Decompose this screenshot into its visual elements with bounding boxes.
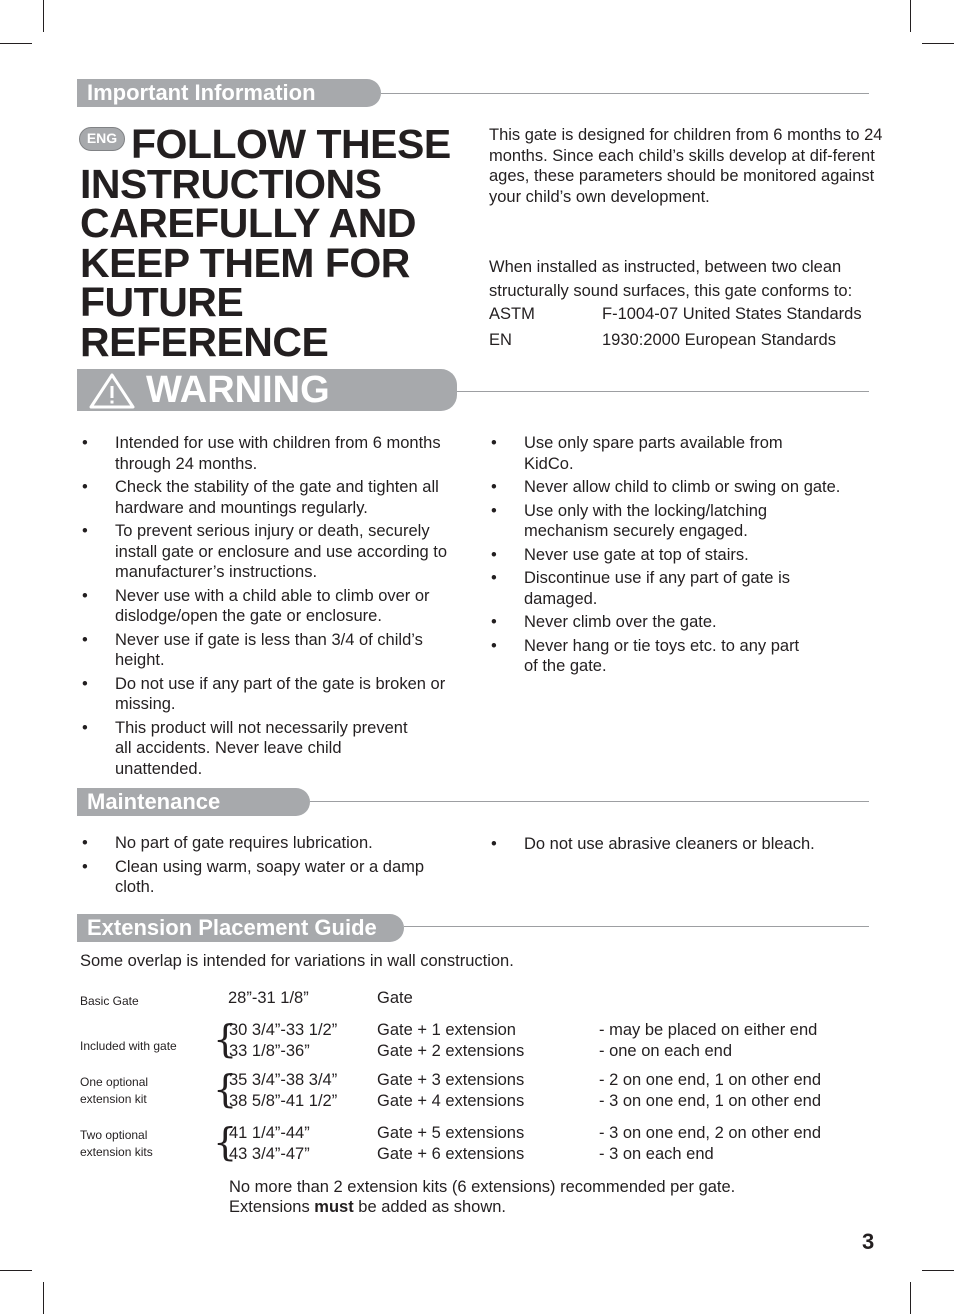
list-item: • Do not use abrasive cleaners or bleach.: [491, 835, 815, 853]
warning-list-left: [80, 433, 452, 782]
list-item: • Use only with the locking/latching mechanism securely engaged.: [491, 501, 768, 540]
standard-code-astm: ASTM: [489, 305, 535, 323]
list-item: • Check the stability of the gate and tighten all hardware and mountings regularly.: [82, 478, 439, 517]
group-label: Basic Gate: [80, 994, 139, 1008]
section-rule: [404, 926, 869, 927]
group-label: Included with gate: [80, 1039, 177, 1053]
gate-config: Gate + 4 extensions: [377, 1092, 525, 1110]
gate-config: Gate: [377, 989, 413, 1007]
list-item: • Intended for use with children from 6 months through 24 months.: [82, 434, 441, 473]
crop-mark: [922, 43, 954, 44]
size-range: 38 5/8”-41 1/2”: [229, 1092, 338, 1110]
section-header-extension-guide: Extension Placement Guide: [77, 914, 404, 942]
maintenance-list-left: [80, 833, 452, 901]
crop-mark: [0, 1270, 32, 1271]
crop-mark: [910, 1282, 911, 1314]
warning-title: WARNING: [146, 369, 330, 411]
gate-config: Gate + 2 extensions: [377, 1042, 525, 1060]
list-item: • Use only spare parts available from KidCo.: [491, 434, 783, 473]
intro-paragraph: This gate is designed for children from 6 months to 24 months. Since each child’s skills develop at dif-ferent ages, these parameters should be monitored against your child’s own development.: [489, 126, 883, 206]
section-header-maintenance: Maintenance: [77, 788, 310, 816]
note-text: be added as shown.: [353, 1198, 506, 1216]
size-range: 28”-31 1/8”: [228, 989, 309, 1007]
placement-note: - may be placed on either end: [599, 1021, 818, 1039]
list-item: • No part of gate requires lubrication.: [82, 834, 373, 852]
size-range: 35 3/4”-38 3/4”: [229, 1071, 338, 1089]
note-text: Extensions: [229, 1198, 315, 1216]
brace-icon: {: [213, 1067, 238, 1111]
extension-limit-note: No more than 2 extension kits (6 extensions) recommended per gate.: [229, 1178, 736, 1196]
list-item: • Never use with a child able to climb over or dislodge/open the gate or enclosure.: [82, 586, 430, 625]
list-item: • Never use gate at top of stairs.: [491, 545, 749, 564]
size-range: 43 3/4”-47”: [229, 1145, 310, 1163]
brace-icon: {: [213, 1120, 238, 1164]
section-header-important-info: Important Information: [77, 79, 381, 107]
list-item: • Never hang or tie toys etc. to any part of the gate.: [491, 636, 800, 675]
language-badge: ENG: [79, 127, 125, 151]
crop-mark: [43, 0, 44, 32]
size-range: 33 1/8”-36”: [229, 1042, 310, 1060]
warning-triangle-icon: [89, 373, 135, 409]
standard-desc-astm: F-1004-07 United States Standards: [602, 305, 862, 323]
placement-note: - one on each end: [599, 1042, 733, 1060]
gate-config: Gate + 5 extensions: [377, 1124, 525, 1142]
crop-mark: [922, 1270, 954, 1271]
group-label: Two optional extension kits: [80, 1128, 153, 1159]
list-item: • Never allow child to climb or swing on gate.: [491, 478, 841, 496]
section-rule: [310, 801, 869, 802]
list-item: • Never climb over the gate.: [491, 613, 717, 631]
maintenance-list-right: [489, 834, 869, 858]
size-range: 30 3/4”-33 1/2”: [229, 1021, 338, 1039]
list-item: • Do not use if any part of the gate is broken or missing.: [82, 674, 446, 713]
conformance-text: When installed as instructed, between two clean structurally sound surfaces, this gate conforms to:: [489, 258, 853, 300]
list-item: • Clean using warm, soapy water or a damp cloth.: [82, 857, 425, 896]
section-rule: [381, 93, 869, 94]
overlap-note: Some overlap is intended for variations in wall construction.: [80, 952, 514, 970]
extension-order-note: [229, 1197, 506, 1218]
gate-config: Gate + 6 extensions: [377, 1145, 525, 1163]
size-range: 41 1/4”-44”: [229, 1124, 310, 1142]
main-title: FOLLOW THESE INSTRUCTIONS CAREFULLY AND KEEP THEM FOR FUTURE REFERENCE: [80, 121, 451, 365]
placement-note: - 3 on each end: [599, 1145, 714, 1163]
gate-config: Gate + 3 extensions: [377, 1071, 525, 1089]
crop-mark: [43, 1282, 44, 1314]
standard-code-en: EN: [489, 331, 512, 349]
list-item: • Discontinue use if any part of gate is damaged.: [491, 569, 790, 608]
warning-list-right: [489, 433, 869, 680]
group-label: One optional extension kit: [80, 1075, 149, 1106]
page-number: 3: [862, 1229, 875, 1254]
placement-note: - 3 on one end, 1 on other end: [599, 1092, 822, 1110]
crop-mark: [910, 0, 911, 32]
placement-note: - 3 on one end, 2 on other end: [599, 1124, 822, 1142]
standard-desc-en: 1930:2000 European Standards: [602, 331, 836, 349]
gate-config: Gate + 1 extension: [377, 1021, 516, 1039]
brace-icon: {: [213, 1017, 238, 1061]
section-rule: [457, 391, 869, 392]
placement-note: - 2 on one end, 1 on other end: [599, 1071, 822, 1089]
list-item: • This product will not necessarily prevent all accidents. Never leave child unattended.: [82, 718, 408, 778]
list-item: • Never use if gate is less than 3/4 of child’s height.: [82, 630, 423, 669]
note-emphasis: must: [314, 1198, 354, 1216]
list-item: • To prevent serious injury or death, securely install gate or enclosure and use according to manufacturer’s instructions.: [82, 522, 448, 581]
crop-mark: [0, 43, 32, 44]
